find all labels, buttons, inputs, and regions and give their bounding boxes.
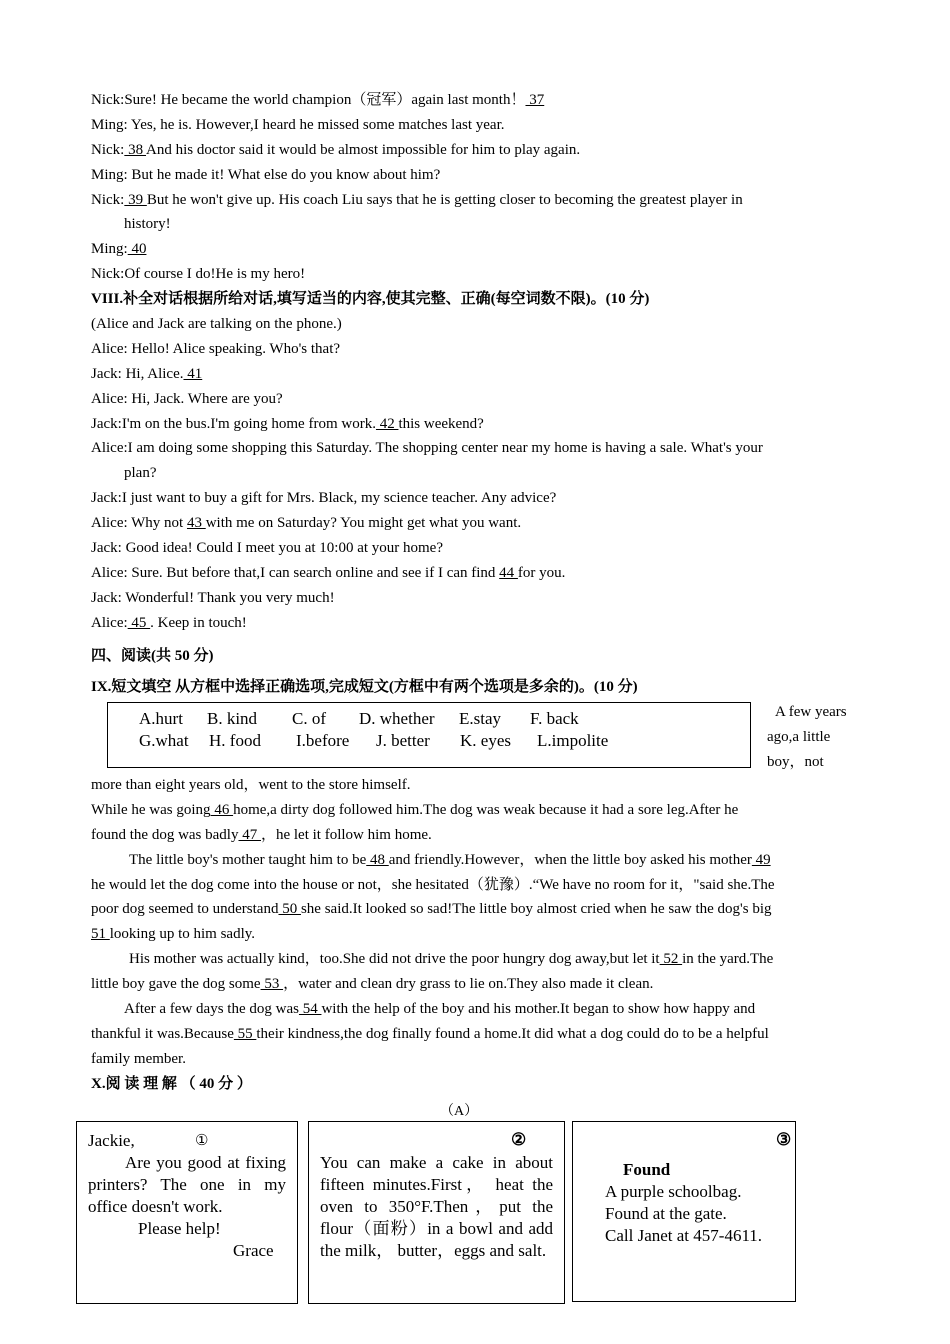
- answer-blank[interactable]: 41: [183, 365, 203, 382]
- passage-line: home,a dirty dog followed him.The dog was weak because it had a sore leg.After he: [233, 801, 739, 818]
- answer-blank[interactable]: 51: [91, 926, 110, 943]
- option-h: H. food: [209, 731, 261, 750]
- answer-blank[interactable]: 50: [278, 901, 301, 918]
- sub-section-label: （A）: [440, 1104, 479, 1119]
- answer-blank[interactable]: 37: [525, 92, 545, 108]
- dialogue-line: Nick:: [91, 141, 125, 158]
- passage-line: and friendly.However，when the little boy asked his mother: [388, 851, 752, 868]
- passage-line: their kindness,the dog finally found a home.It did what a dog could do to be a helpful: [256, 1025, 769, 1042]
- option-g: G.what: [139, 731, 189, 750]
- dialogue-line: Nick:Of course I do!He is my hero!: [91, 266, 306, 283]
- passage-line: His mother was actually kind，too.She did not drive the poor hungry dog away,but let it: [129, 951, 660, 968]
- answer-blank[interactable]: 48: [366, 851, 389, 868]
- dialogue-line-tail: for you.: [517, 564, 566, 581]
- passage-line: thankful it was.Because: [91, 1025, 234, 1042]
- notice-heading: Found: [623, 1160, 671, 1179]
- notice-body: Call Janet at 457-4611.: [605, 1226, 763, 1245]
- dialogue-line: (Alice and Jack are talking on the phone.): [91, 316, 342, 333]
- dialogue-line: Ming: But he made it! What else do you know about him?: [91, 166, 441, 183]
- answer-blank[interactable]: 39: [124, 191, 147, 208]
- passage-line: she said.It looked so sad!The little boy almost cried when he saw the dog's big: [300, 901, 772, 918]
- dialogue-line-tail: And his doctor said it would be almost impossible for him to play again.: [146, 141, 581, 158]
- passage-line: little boy gave the dog some: [91, 976, 261, 993]
- option-i: I.before: [296, 731, 350, 750]
- answer-blank[interactable]: 47: [238, 826, 261, 843]
- notice-greeting: Jackie,: [88, 1131, 135, 1150]
- dialogue-line-tail: But he won't give up. His coach Liu says that he is getting closer to becoming the greatest player in: [146, 191, 743, 208]
- answer-blank[interactable]: 45: [127, 614, 151, 631]
- passage-line: more than eight years old，went to the store himself.: [91, 777, 411, 793]
- answer-blank[interactable]: 38: [124, 141, 147, 158]
- passage-start-line: boy，not: [767, 754, 824, 770]
- section-8-title: VIII.补全对话根据所给对话,填写适当的内容,使其完整、正确(每空词数不限)。(10 分): [91, 291, 650, 308]
- section-10-title: X.阅 读 理 解 （ 40 分 ）: [91, 1075, 252, 1092]
- option-e: E.stay: [459, 709, 502, 728]
- answer-blank[interactable]: 55: [233, 1025, 257, 1042]
- answer-blank[interactable]: 46: [210, 801, 234, 818]
- passage-line: looking up to him sadly.: [109, 926, 256, 943]
- answer-blank[interactable]: 52: [659, 951, 683, 968]
- dialogue-line: Jack:I'm on the bus.I'm going home from work.: [91, 415, 376, 432]
- dialogue-line-tail: . Keep in touch!: [150, 614, 247, 631]
- notice-body: Please help!: [138, 1219, 221, 1238]
- dialogue-line: Jack: Good idea! Could I meet you at 10:00 at your home?: [91, 540, 443, 557]
- dialogue-line: Jack: Wonderful! Thank you very much!: [91, 589, 335, 606]
- dialogue-line: Ming:: [91, 241, 128, 258]
- option-b: B. kind: [207, 709, 258, 728]
- dialogue-line: Alice:: [91, 614, 128, 631]
- answer-blank[interactable]: 53: [260, 976, 284, 993]
- option-c: C. of: [292, 709, 326, 728]
- answer-blank[interactable]: 49: [751, 851, 771, 868]
- notice-number: ③: [776, 1130, 792, 1149]
- passage-line: After a few days the dog was: [124, 1001, 299, 1018]
- dialogue-line: history!: [124, 216, 171, 233]
- page-body: [91, 88, 861, 700]
- passage-line: he would let the dog come into the house or not，she hesitated（犹豫）.“We have no room for it，"said she.The: [91, 876, 775, 893]
- dialogue-line: Alice: Hi, Jack. Where are you?: [91, 390, 283, 407]
- dialogue-line: Nick:: [91, 191, 125, 208]
- dialogue-line-tail: with me on Saturday? You might get what you want.: [205, 515, 522, 532]
- option-k: K. eyes: [460, 731, 511, 750]
- notice-number: ②: [511, 1130, 527, 1149]
- passage-start-line: ago,a little: [767, 729, 831, 745]
- passage-line: ，water and clean dry grass to lie on.They also made it clean.: [283, 976, 654, 993]
- answer-blank[interactable]: 54: [298, 1001, 322, 1018]
- dialogue-line-tail: this weekend?: [398, 415, 484, 432]
- notice-1: [76, 1121, 298, 1304]
- dialogue-line: plan?: [124, 465, 157, 482]
- passage-line: While he was going: [91, 801, 211, 818]
- notice-2: [308, 1121, 565, 1304]
- notice-body: A purple schoolbag.: [605, 1182, 742, 1201]
- option-j: J. better: [376, 731, 430, 750]
- passage-line: The little boy's mother taught him to be: [129, 851, 367, 868]
- dialogue-line: Alice: Why not: [91, 515, 187, 532]
- option-f: F. back: [530, 709, 579, 728]
- passage-line: found the dog was badly: [91, 826, 239, 843]
- dialogue-line: Alice: Sure. But before that,I can search online and see if I can find: [91, 564, 500, 581]
- answer-blank[interactable]: 40: [127, 241, 147, 258]
- dialogue-line: Alice: Hello! Alice speaking. Who's that?: [91, 340, 341, 357]
- answer-blank[interactable]: 44: [499, 564, 518, 581]
- dialogue-line: Alice:I am doing some shopping this Saturday. The shopping center near my home is having a sale. What's your: [91, 440, 763, 457]
- options-box: [107, 702, 751, 768]
- answer-blank[interactable]: 43: [186, 515, 206, 532]
- notice-body: You can make a cake in about fifteen minutes.First， heat the oven to 350°F.Then，put the flour（面粉）in a bowl and add the milk， butter，eggs and salt.: [320, 1153, 553, 1260]
- answer-blank[interactable]: 42: [375, 415, 399, 432]
- passage-line: in the yard.The: [682, 951, 774, 968]
- dialogue-line: Jack: Hi, Alice.: [91, 365, 184, 382]
- passage-line: ，he let it follow him home.: [260, 826, 432, 843]
- notice-body: Are you good at fixing printers? The one in my office doesn't work.: [88, 1153, 286, 1216]
- notice-number: ①: [195, 1133, 209, 1149]
- option-l: L.impolite: [537, 731, 609, 750]
- part-4-title: 四、阅读(共 50 分): [91, 647, 214, 664]
- option-d: D. whether: [359, 709, 435, 728]
- section-9-title: IX.短文填空 从方框中选择正确选项,完成短文(方框中有两个选项是多余的)。(10 分): [91, 679, 638, 696]
- notice-signature: Grace: [233, 1241, 274, 1260]
- passage-line: with the help of the boy and his mother.It began to show how happy and: [321, 1001, 756, 1018]
- passage-start: [767, 700, 867, 775]
- passage-line: family member.: [91, 1050, 186, 1067]
- option-a: A.hurt: [139, 709, 183, 728]
- dialogue-line: Jack:I just want to buy a gift for Mrs. Black, my science teacher. Any advice?: [91, 490, 557, 507]
- passage-line: poor dog seemed to understand: [91, 901, 279, 918]
- dialogue-line: Ming: Yes, he is. However,I heard he missed some matches last year.: [91, 116, 505, 133]
- dialogue-line: Nick:Sure! He became the world champion（冠军）again last month！: [91, 92, 526, 108]
- cloze-passage: [91, 773, 860, 1097]
- notice-body: Found at the gate.: [605, 1204, 727, 1223]
- passage-start-line: A few years: [775, 704, 847, 720]
- notice-3: [572, 1121, 796, 1302]
